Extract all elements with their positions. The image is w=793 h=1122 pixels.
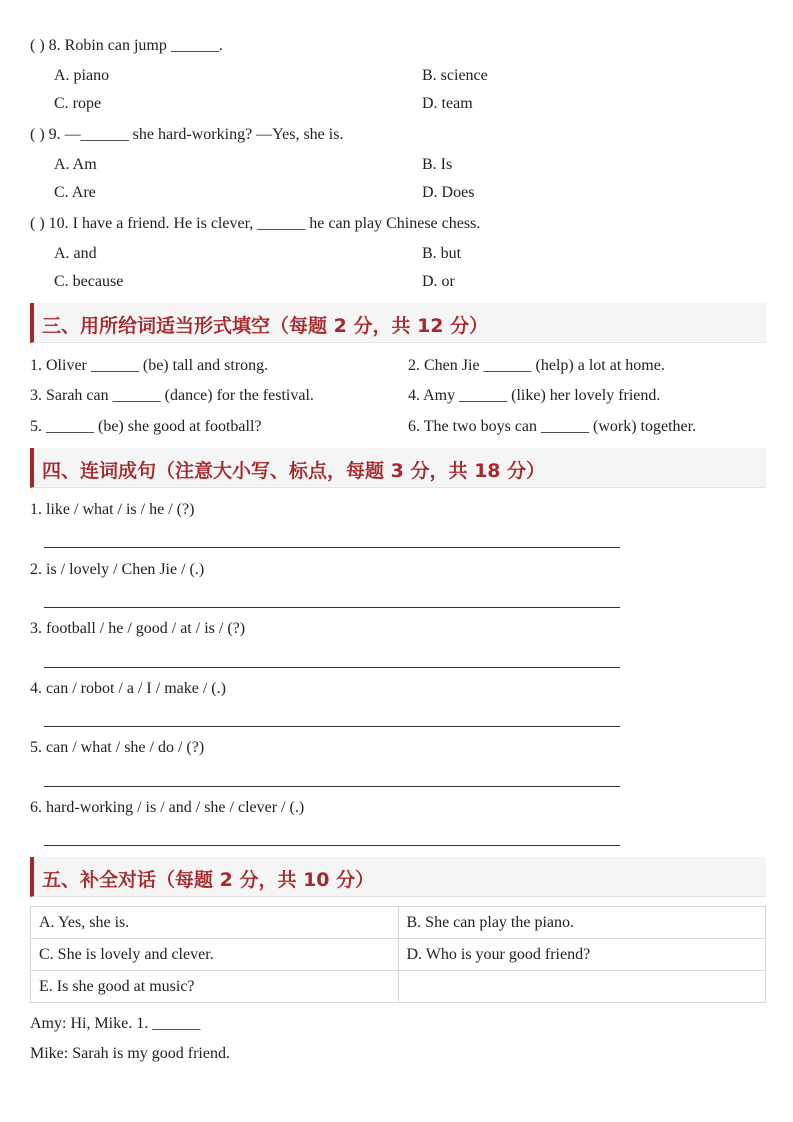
question-10-stem: ( ) 10. I have a friend. He is clever, ______ he can play Chinese chess. [30,215,481,232]
question-10-option-a: A. and [54,245,97,262]
dialogue-options-table [30,906,766,1003]
answer-line-6 [44,845,620,846]
question-8-option-b: B. science [422,67,488,84]
option-a-cell: A. Yes, she is. [31,907,399,939]
table-row [31,907,766,939]
question-9-option-c: C. Are [54,184,96,201]
answer-line-3 [44,667,620,668]
dialogue-line-1: Amy: Hi, Mike. 1. ______ [30,1015,201,1032]
fill-blank-item-5: 5. ______ (be) she good at football? [30,418,262,435]
option-b-cell: B. She can play the piano. [398,907,766,939]
section-4-title: 四、连词成句（注意大小写、标点，每题 3 分，共 18 分） [42,460,546,482]
section-5-header [30,857,766,897]
question-9-option-a: A. Am [54,156,97,173]
sentence-item-4: 4. can / robot / a / I / make / (.) [30,680,226,697]
option-e-cell: E. Is she good at music? [31,971,399,1003]
sentence-item-6: 6. hard-working / is / and / she / clever / (.) [30,799,305,816]
table-row [31,971,766,1003]
sentence-item-2: 2. is / lovely / Chen Jie / (.) [30,561,205,578]
table-row [31,939,766,971]
fill-blank-item-2: 2. Chen Jie ______ (help) a lot at home. [408,357,665,374]
sentence-item-3: 3. football / he / good / at / is / (?) [30,620,246,637]
sentence-item-1: 1. like / what / is / he / (?) [30,501,195,518]
question-10-option-d: D. or [422,273,455,290]
empty-cell [398,971,766,1003]
question-8-option-a: A. piano [54,67,110,84]
option-d-cell: D. Who is your good friend? [398,939,766,971]
question-8-option-d: D. team [422,95,473,112]
answer-line-5 [44,786,620,787]
answer-line-2 [44,607,620,608]
fill-blank-item-6: 6. The two boys can ______ (work) together. [408,418,697,435]
option-c-cell: C. She is lovely and clever. [31,939,399,971]
fill-blank-item-4: 4. Amy ______ (like) her lovely friend. [408,387,661,404]
section-3-title: 三、用所给词适当形式填空（每题 2 分，共 12 分） [42,315,489,337]
answer-line-1 [44,547,620,548]
question-8-option-c: C. rope [54,95,102,112]
question-8-stem: ( ) 8. Robin can jump ______. [30,37,223,54]
section-5-title: 五、补全对话（每题 2 分，共 10 分） [42,869,375,891]
section-4-header [30,448,766,488]
sentence-item-5: 5. can / what / she / do / (?) [30,739,205,756]
answer-line-4 [44,726,620,727]
question-9-option-d: D. Does [422,184,475,201]
fill-blank-item-3: 3. Sarah can ______ (dance) for the festival. [30,387,314,404]
question-10-option-c: C. because [54,273,124,290]
section-3-header [30,303,766,343]
question-9-option-b: B. Is [422,156,453,173]
question-9-stem: ( ) 9. —______ she hard-working? —Yes, she is. [30,126,344,143]
dialogue-line-2: Mike: Sarah is my good friend. [30,1045,230,1062]
question-10-option-b: B. but [422,245,462,262]
fill-blank-item-1: 1. Oliver ______ (be) tall and strong. [30,357,269,374]
